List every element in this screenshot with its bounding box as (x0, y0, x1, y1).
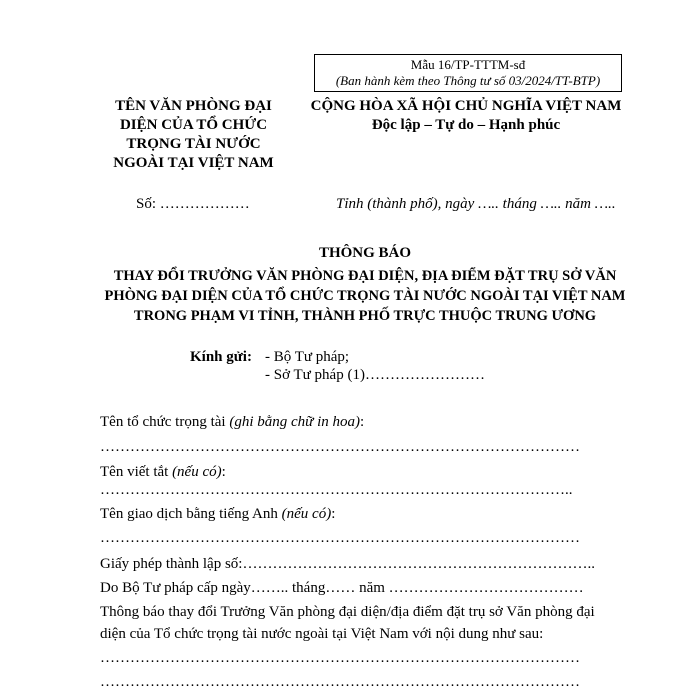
org-header-line: DIỆN CỦA TỔ CHỨC (119, 117, 268, 133)
notice-paragraph-line: diện của Tổ chức trọng tài nước ngoài tại Việt Nam với nội dung như sau: (100, 626, 544, 642)
field-colon: : (360, 414, 365, 430)
field-hint: (nếu có) (172, 464, 222, 480)
short-name-field (100, 464, 226, 481)
fill-line: …………………………………………………………………………………… (100, 530, 580, 546)
recipient-item: - Bộ Tư pháp; (265, 349, 350, 365)
recipients-label: Kính gửi: (190, 349, 252, 365)
place-date-line: Tỉnh (thành phố), ngày ….. tháng ….. năm ….. (336, 196, 616, 212)
recipient-item: - Sở Tư pháp (1)…………………… (265, 367, 485, 383)
field-colon: : (221, 464, 226, 480)
org-name-field (100, 414, 364, 431)
form-code: Mẫu 16/TP-TTTM-sđ (410, 57, 526, 72)
license-number-field: Giấy phép thành lập số:…………………………………………………………….. (100, 556, 595, 572)
fill-line: …………………………………………………………………………………… (100, 650, 580, 666)
national-motto: Độc lập – Tự do – Hạnh phúc (371, 117, 561, 133)
form-issuance-note: (Ban hành kèm theo Thông tư số 03/2024/TT-BTP) (335, 73, 601, 88)
document-number: Số: ……………… (136, 196, 250, 212)
form-code-box (314, 54, 622, 92)
notice-paragraph-line: Thông báo thay đổi Trưởng Văn phòng đại diện/địa điểm đặt trụ sở Văn phòng đại (100, 604, 595, 620)
issue-date-field: Do Bộ Tư pháp cấp ngày…….. tháng…… năm ………………………………… (100, 580, 584, 596)
fill-line: …………………………………………………………………………………… (100, 439, 580, 455)
org-header-line: TÊN VĂN PHÒNG ĐẠI (115, 98, 272, 114)
country-name: CỘNG HÒA XÃ HỘI CHỦ NGHĨA VIỆT NAM (310, 98, 622, 114)
organization-header (96, 97, 291, 173)
document-title (100, 243, 630, 326)
fill-line: …………………………………………………………………………………… (100, 674, 580, 690)
title-subject: THAY ĐỔI TRƯỞNG VĂN PHÒNG ĐẠI DIỆN, ĐỊA ĐIỂM ĐẶT TRỤ SỞ VĂN PHÒNG ĐẠI DIỆN CỦA TỔ CHỨC TRỌNG TÀI NƯỚC NGOÀI TẠI VIỆT NAM TRONG PHẠM VI TỈNH, THÀNH PHỐ TRỰC THUỘC TRUNG ƯƠNG (104, 268, 626, 324)
field-label: Tên tổ chức trọng tài (100, 414, 230, 430)
field-colon: : (331, 506, 336, 522)
fill-line: ………………………………………………………………………………….. (100, 482, 573, 498)
field-hint: (ghi bằng chữ in hoa) (229, 414, 361, 430)
org-header-line: TRỌNG TÀI NƯỚC (126, 136, 261, 152)
title-main: THÔNG BÁO (318, 245, 412, 261)
field-label: Tên giao dịch bằng tiếng Anh (100, 506, 282, 522)
field-hint: (nếu có) (281, 506, 332, 522)
field-label: Tên viết tắt (100, 464, 173, 480)
national-header (300, 97, 632, 135)
english-name-field (100, 506, 335, 523)
org-header-line: NGOÀI TẠI VIỆT NAM (113, 155, 274, 171)
